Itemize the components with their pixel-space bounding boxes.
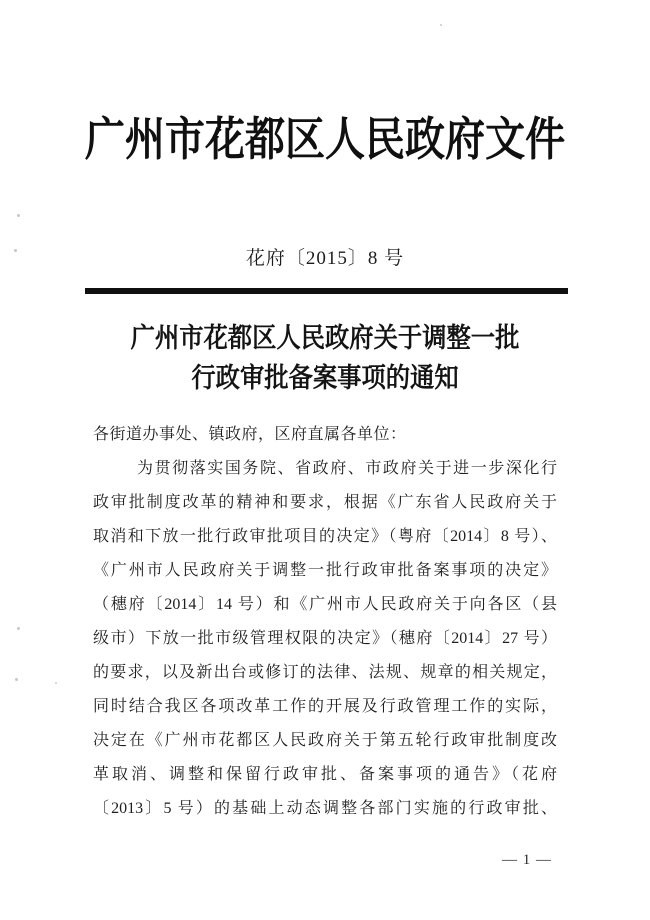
body-line: 为贯彻落实国务院、省政府、市政府关于进一步深化行 bbox=[137, 460, 557, 477]
header-divider-rule bbox=[85, 288, 568, 294]
body-line: 决定在《广州市花都区人民政府关于第五轮行政审批制度改 bbox=[93, 732, 557, 749]
document-title-line-2: 行政审批备案事项的通知 bbox=[191, 363, 459, 393]
body-line: 《广州市人民政府关于调整一批行政审批备案事项的决定》 bbox=[93, 562, 557, 579]
body-line: （穗府〔2014〕14 号）和《广州市人民政府关于向各区（县 bbox=[93, 596, 557, 613]
body-line: 取消和下放一批行政审批项目的决定》（粤府〔2014〕8 号）、 bbox=[93, 528, 557, 545]
document-title bbox=[33, 318, 618, 398]
body-line: 的要求，以及新出台或修订的法律、法规、规章的相关规定， bbox=[93, 664, 557, 681]
scan-speck bbox=[15, 678, 18, 681]
page-number: — 1 — bbox=[502, 852, 552, 868]
scan-speck bbox=[17, 627, 20, 630]
scan-speck bbox=[14, 249, 17, 252]
document-body bbox=[93, 418, 557, 826]
body-line: 同时结合我区各项改革工作的开展及行政管理工作的实际， bbox=[93, 698, 557, 715]
body-line: 级市）下放一批市级管理权限的决定》（穗府〔2014〕27 号） bbox=[93, 630, 557, 647]
body-line: 革取消、调整和保留行政审批、备案事项的通告》（花府 bbox=[93, 766, 557, 783]
document-title-line-1: 广州市花都区人民政府关于调整一批 bbox=[130, 323, 520, 353]
body-line: 政审批制度改革的精神和要求，根据《广东省人民政府关于 bbox=[93, 494, 557, 511]
document-number: 花府〔2015〕8 号 bbox=[245, 248, 405, 269]
scan-speck bbox=[17, 214, 20, 217]
document-header-title: 广州市花都区人民政府文件 bbox=[84, 114, 566, 165]
salutation: 各街道办事处、镇政府，区府直属各单位： bbox=[93, 426, 407, 443]
body-line: 〔2013〕5 号）的基础上动态调整各部门实施的行政审批、 bbox=[93, 800, 557, 817]
scan-speck bbox=[55, 682, 57, 684]
scan-speck bbox=[440, 24, 442, 26]
